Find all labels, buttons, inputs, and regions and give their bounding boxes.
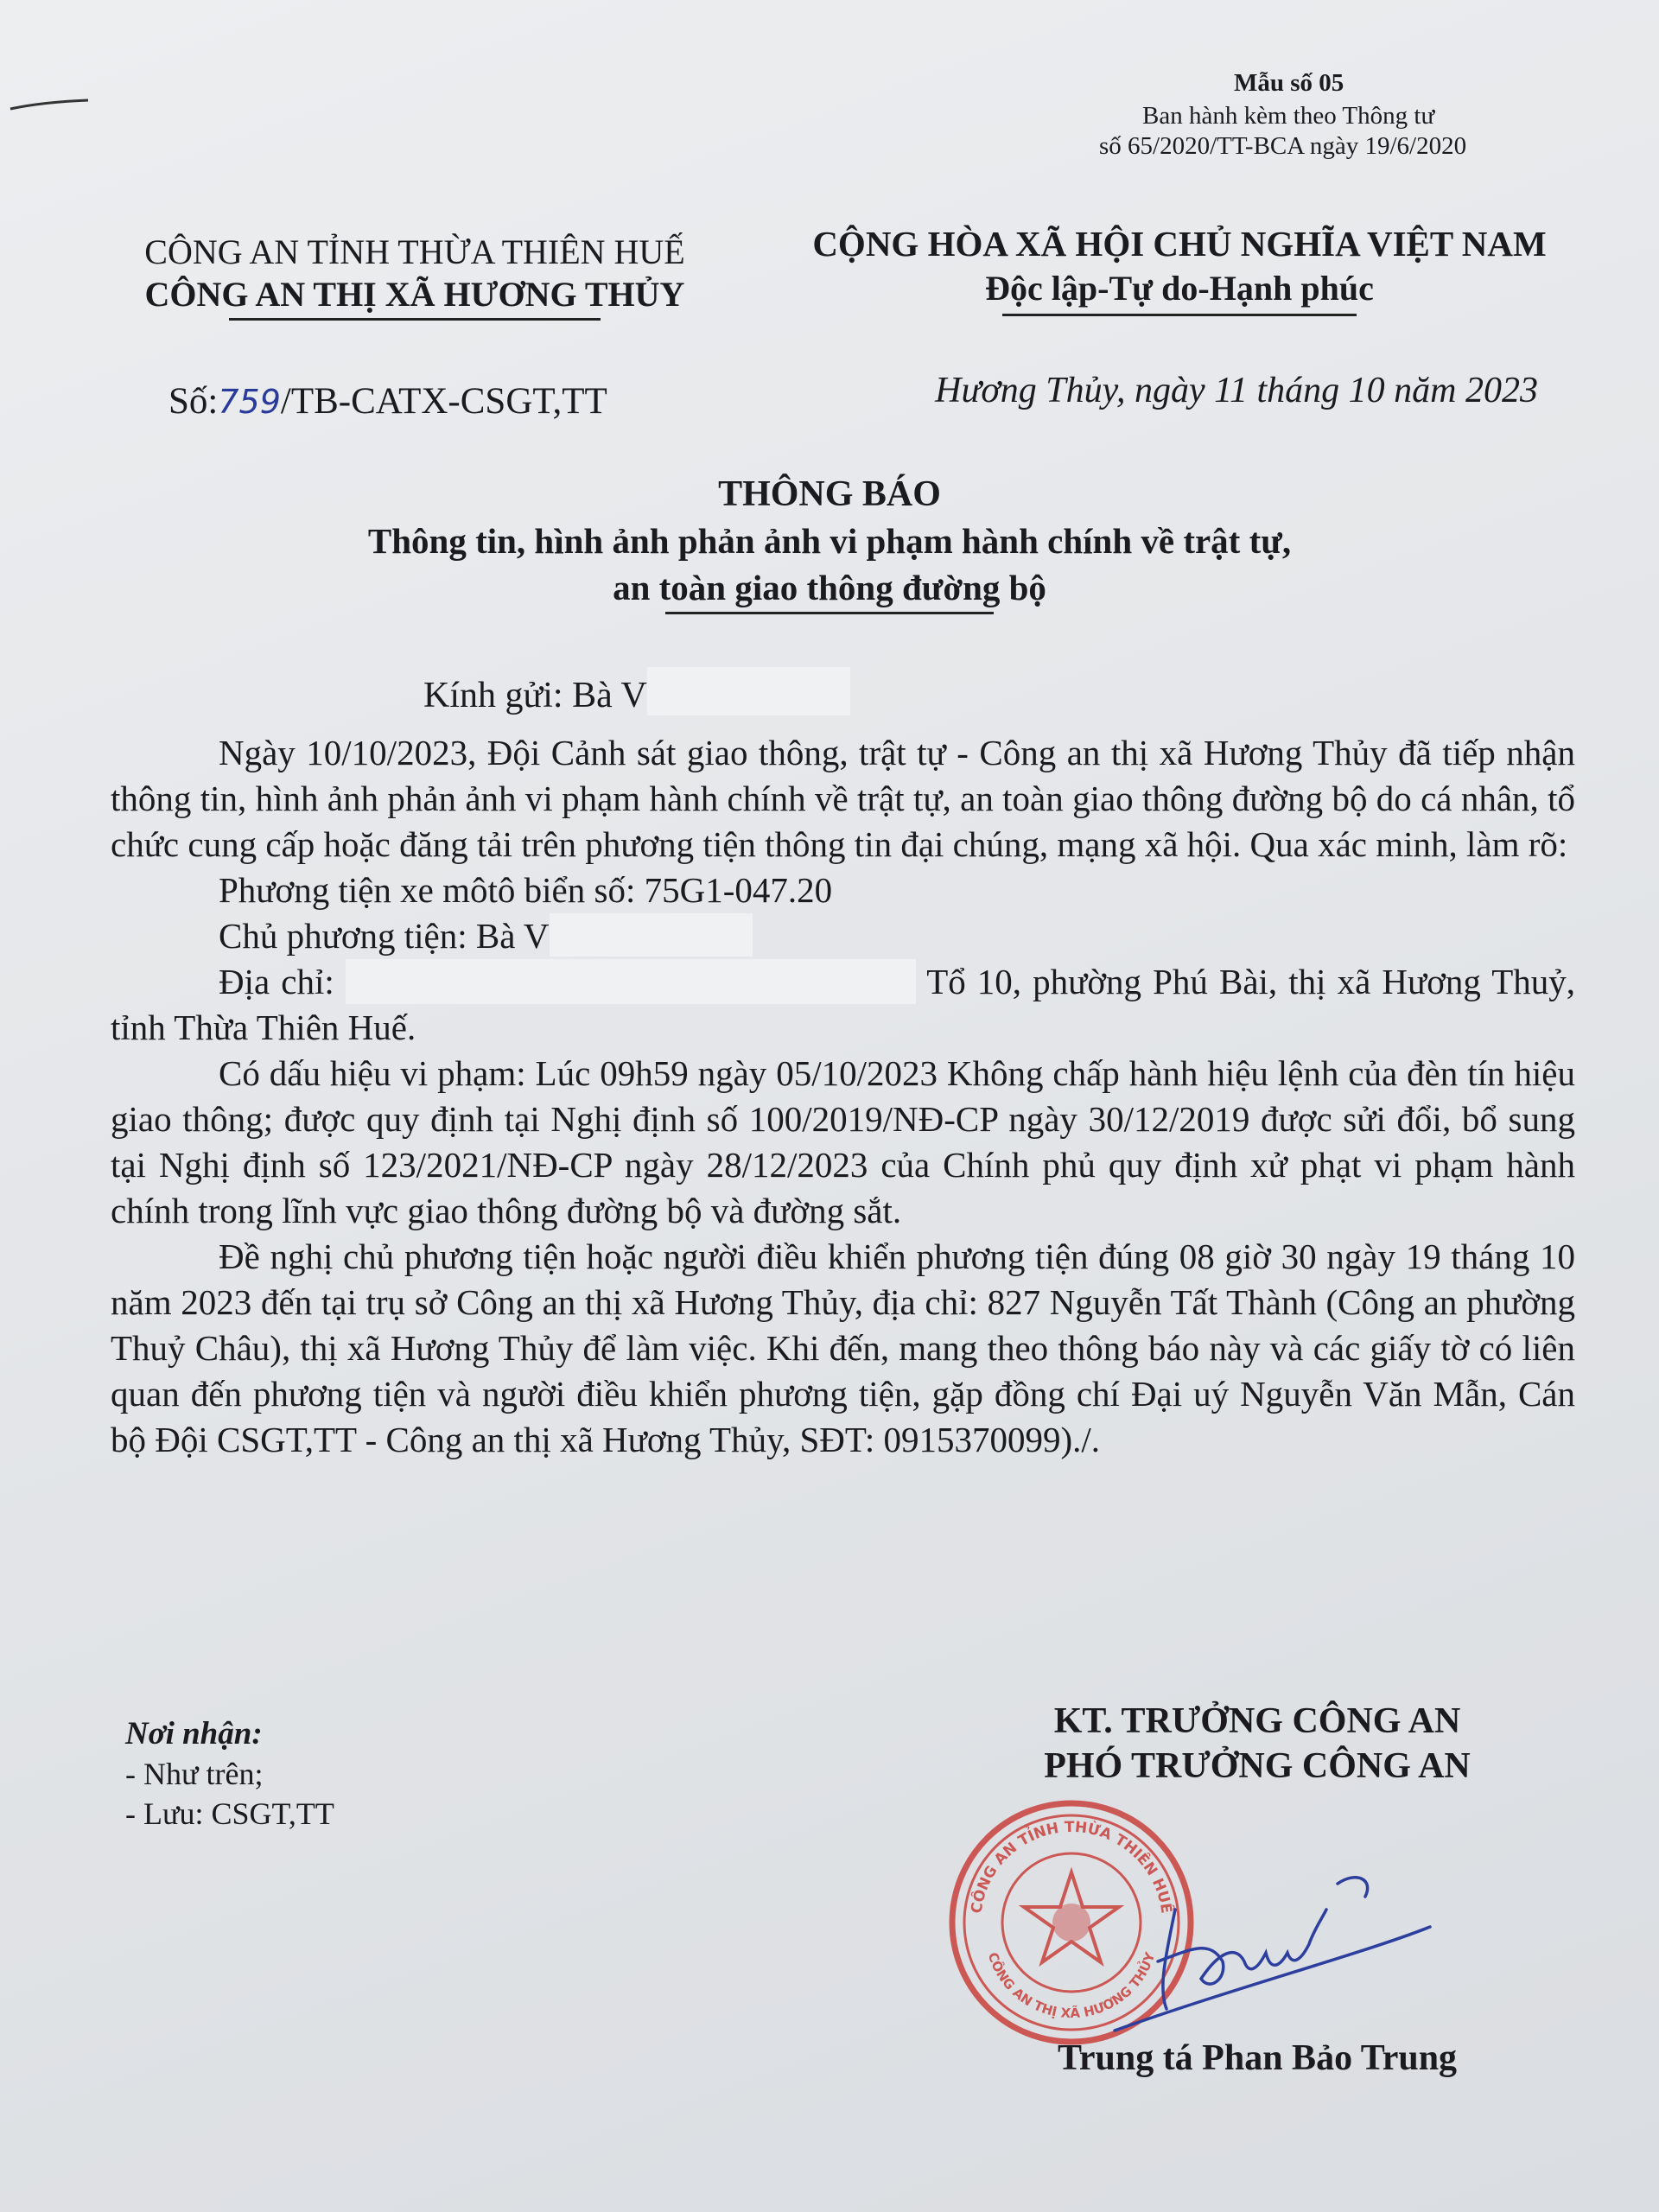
signature-title-2: PHÓ TRƯỞNG CÔNG AN — [1044, 1746, 1471, 1786]
vehicle-owner: Chủ phương tiện: Bà V — [219, 916, 550, 956]
document-number — [168, 380, 607, 423]
redaction-box — [647, 667, 850, 715]
recipients-item-2: - Lưu: CSGT,TT — [125, 1796, 334, 1831]
body-paragraph-1: Ngày 10/10/2023, Đội Cảnh sát giao thông, trật tự - Công an thị xã Hương Thủy đã tiếp nhận thông tin, hình ảnh phản ảnh vi phạm hành chính về trật tự, an toàn giao thông đường bộ do cá nhân, tổ chức cung cấp hoặc đăng tải trên phương tiện thông tin đại chúng, mạng xã hội. Qua xác minh, làm rõ: — [111, 733, 1575, 864]
body-paragraph-2: Có dấu hiệu vi phạm: Lúc 09h59 ngày 05/10/2023 Không chấp hành hiệu lệnh của đèn tín hiệu giao thông; được quy định tại Nghị định số 100/2019/NĐ-CP ngày 30/12/2019 được sửi đổi, bổ sung tại Nghị định số 123/2021/NĐ-CP ngày 28/12/2023 của Chính phủ quy định xử phạt vi phạm hành chính trong lĩnh vực giao thông đường bộ và đường sắt. — [111, 1053, 1575, 1230]
vehicle-owner-line — [111, 913, 1575, 959]
address-rest: Tổ 10, phường Phú Bài, thị xã Hương Thuỷ, tỉnh Thừa Thiên Huế. — [111, 962, 1576, 1047]
form-number-line2: số 65/2020/TT-BCA ngày 19/6/2020 — [1099, 132, 1467, 160]
title-underline — [665, 612, 994, 614]
recipient-label: Kính gửi: Bà V — [423, 676, 647, 715]
address-label: Địa chỉ: — [219, 962, 334, 1001]
pen-scratch-mark — [9, 97, 91, 114]
national-header — [760, 223, 1599, 316]
notice-subtitle-2: an toàn giao thông đường bộ — [613, 568, 1046, 607]
body-paragraph-3: Đề nghị chủ phương tiện hoặc người điều khiển phương tiện đúng 08 giờ 30 ngày 19 tháng 10 năm 2023 đến tại trụ sở Công an thị xã Hương Thủy, địa chỉ: 827 Nguyễn Tất Thành (Công an phường Thuỷ Châu), thị xã Hương Thủy để làm việc. Khi đến, mang theo thông báo này và các giấy tờ có liên quan đến phương tiện và người điều khiển phương tiện, gặp đồng chí Đại uý Nguyễn Văn Mẫn, Cán bộ Đội CSGT,TT - Công an thị xã Hương Thủy, SĐT: 0915370099)./. — [111, 1236, 1575, 1459]
place-date: Hương Thủy, ngày 11 tháng 10 năm 2023 — [935, 371, 1538, 410]
notice-body — [111, 730, 1575, 1463]
form-number-line1: Ban hành kèm theo Thông tư — [1142, 102, 1435, 130]
vehicle-plate: Phương tiện xe môtô biển số: 75G1-047.20 — [219, 870, 833, 910]
agency-name: CÔNG AN THỊ XÃ HƯƠNG THỦY — [144, 275, 685, 314]
redaction-box — [550, 913, 753, 957]
doc-number-handwritten: 759 — [218, 383, 281, 421]
motto-underline — [1002, 314, 1357, 316]
address-line — [111, 959, 1575, 1051]
agency-parent: CÔNG AN TỈNH THỪA THIÊN HUẾ — [144, 232, 685, 271]
svg-text:CÔNG AN TỈNH THỪA THIÊN HUẾ: CÔNG AN TỈNH THỪA THIÊN HUẾ — [968, 1818, 1175, 1915]
redaction-box — [346, 959, 916, 1004]
notice-subtitle-1: Thông tin, hình ảnh phản ảnh vi phạm hành chính về trật tự, — [367, 521, 1292, 561]
signer-name: Trung tá Phan Bảo Trung — [1057, 2038, 1458, 2078]
signature-block — [942, 1699, 1573, 1789]
agency-header — [112, 232, 717, 321]
doc-number-prefix: Số: — [168, 381, 219, 422]
recipients-block — [125, 1714, 334, 1834]
recipients-item-1: - Như trên; — [125, 1757, 264, 1791]
recipients-heading: Nơi nhận: — [125, 1716, 263, 1751]
svg-text:CÔNG AN THỊ XÃ HƯƠNG THỦY: CÔNG AN THỊ XÃ HƯƠNG THỦY — [984, 1950, 1159, 2022]
notice-title: THÔNG BÁO — [718, 474, 941, 514]
national-motto: Độc lập-Tự do-Hạnh phúc — [985, 269, 1374, 308]
notice-title-block — [138, 474, 1521, 614]
agency-underline — [229, 318, 601, 321]
handwritten-signature — [1106, 1858, 1486, 2056]
signature-title-1: KT. TRƯỞNG CÔNG AN — [1053, 1701, 1461, 1741]
national-title: CỘNG HÒA XÃ HỘI CHỦ NGHĨA VIỆT NAM — [812, 224, 1547, 264]
recipient-line — [423, 667, 850, 716]
form-number-title: Mẫu số 05 — [1234, 69, 1344, 97]
doc-number-suffix: /TB-CATX-CSGT,TT — [280, 381, 607, 422]
